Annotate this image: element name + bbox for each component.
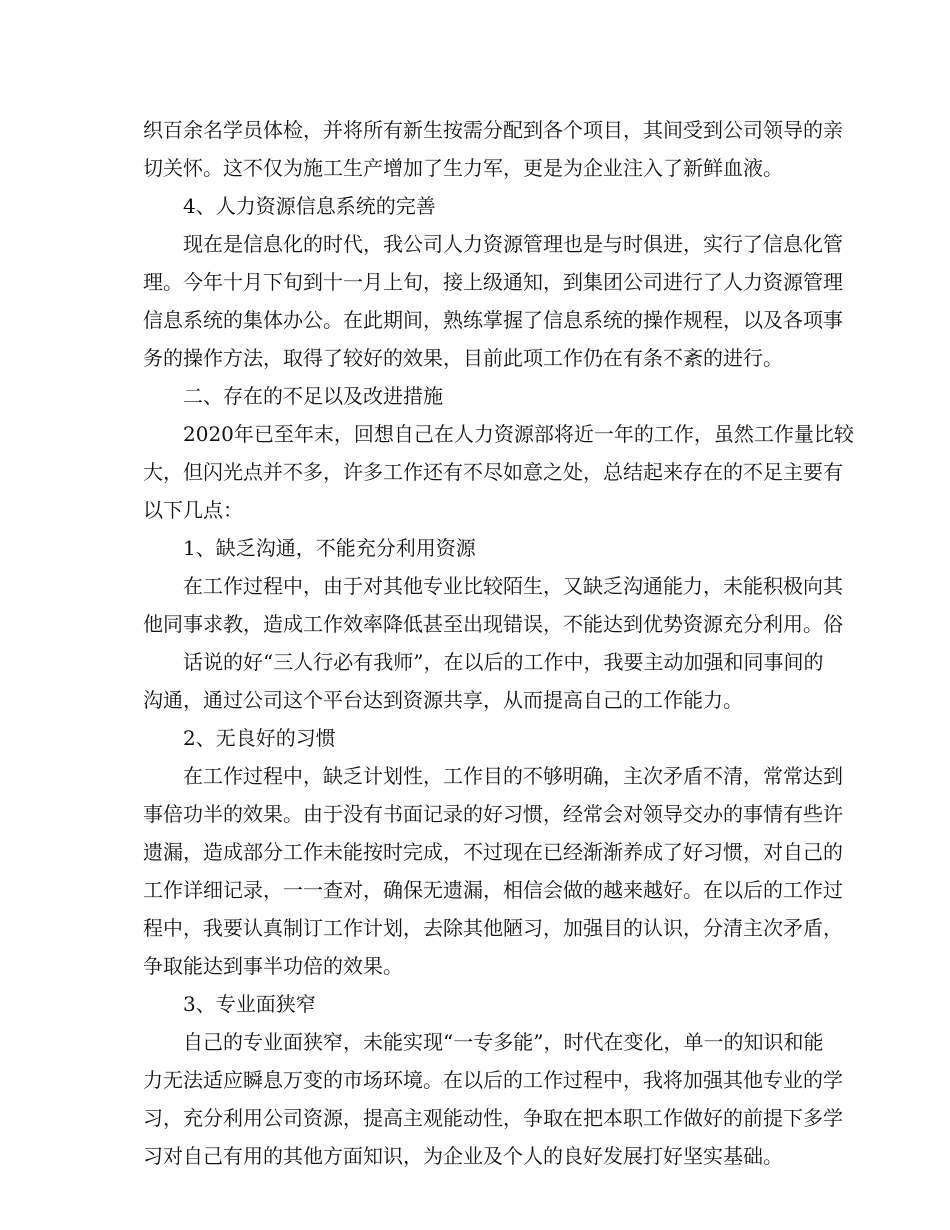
paragraph-line: 务的操作方法，取得了较好的效果，目前此项工作仍在有条不紊的进行。 — [143, 346, 783, 370]
paragraph-line: 织百余名学员体检，并将所有新生按需分配到各个项目，其间受到公司领导的亲 — [143, 118, 843, 142]
paragraph-line: 切关怀。这不仅为施工生产增加了生力军，更是为企业注入了新鲜血液。 — [143, 156, 783, 180]
paragraph-line: 以下几点： — [143, 498, 243, 522]
paragraph-line: 力无法适应瞬息万变的市场环境。在以后的工作过程中，我将加强其他专业的学 — [143, 1068, 843, 1092]
section-heading: 3、专业面狭窄 — [183, 992, 316, 1016]
paragraph-line: 大，但闪光点并不多，许多工作还有不尽如意之处，总结起来存在的不足主要有 — [143, 460, 843, 484]
paragraph-line: 信息系统的集体办公。在此期间，熟练掌握了信息系统的操作规程，以及各项事 — [143, 308, 843, 332]
section-heading: 4、人力资源信息系统的完善 — [183, 194, 436, 218]
section-heading: 2、无良好的习惯 — [183, 726, 336, 750]
paragraph-line: 沟通，通过公司这个平台达到资源共享，从而提高自己的工作能力。 — [143, 688, 743, 712]
paragraph-line: 程中，我要认真制订工作计划，去除其他陋习，加强目的认识，分清主次矛盾， — [143, 916, 843, 940]
paragraph-line: 他同事求教，造成工作效率降低甚至出现错误，不能达到优势资源充分利用。俗 — [143, 612, 843, 636]
paragraph-line: 事倍功半的效果。由于没有书面记录的好习惯，经常会对领导交办的事情有些许 — [143, 802, 843, 826]
paragraph-line: 习，充分利用公司资源，提高主观能动性，争取在把本职工作做好的前提下多学 — [143, 1106, 843, 1130]
section-heading: 二、存在的不足以及改进措施 — [183, 384, 443, 408]
section-heading: 1、缺乏沟通，不能充分利用资源 — [183, 536, 476, 560]
paragraph-line: 遗漏，造成部分工作未能按时完成，不过现在已经渐渐养成了好习惯，对自己的 — [143, 840, 843, 864]
paragraph-line: 2020年已至年末，回想自己在人力资源部将近一年的工作，虽然工作量比较 — [183, 422, 854, 446]
paragraph-line: 争取能达到事半功倍的效果。 — [143, 954, 403, 978]
paragraph-line: 话说的好“三人行必有我师”，在以后的工作中，我要主动加强和同事间的 — [183, 650, 824, 674]
paragraph-line: 习对自己有用的其他方面知识，为企业及个人的良好发展打好坚实基础。 — [143, 1144, 783, 1168]
paragraph-line: 在工作过程中，缺乏计划性，工作目的不够明确，主次矛盾不清，常常达到 — [183, 764, 843, 788]
paragraph-line: 工作详细记录，一一查对，确保无遗漏，相信会做的越来越好。在以后的工作过 — [143, 878, 843, 902]
paragraph-line: 理。今年十月下旬到十一月上旬，接上级通知，到集团公司进行了人力资源管理 — [143, 270, 843, 294]
paragraph-line: 在工作过程中，由于对其他专业比较陌生，又缺乏沟通能力，未能积极向其 — [183, 574, 843, 598]
paragraph-line: 自己的专业面狭窄，未能实现“一专多能”，时代在变化，单一的知识和能 — [183, 1030, 824, 1054]
paragraph-line: 现在是信息化的时代，我公司人力资源管理也是与时俱进，实行了信息化管 — [183, 232, 843, 256]
